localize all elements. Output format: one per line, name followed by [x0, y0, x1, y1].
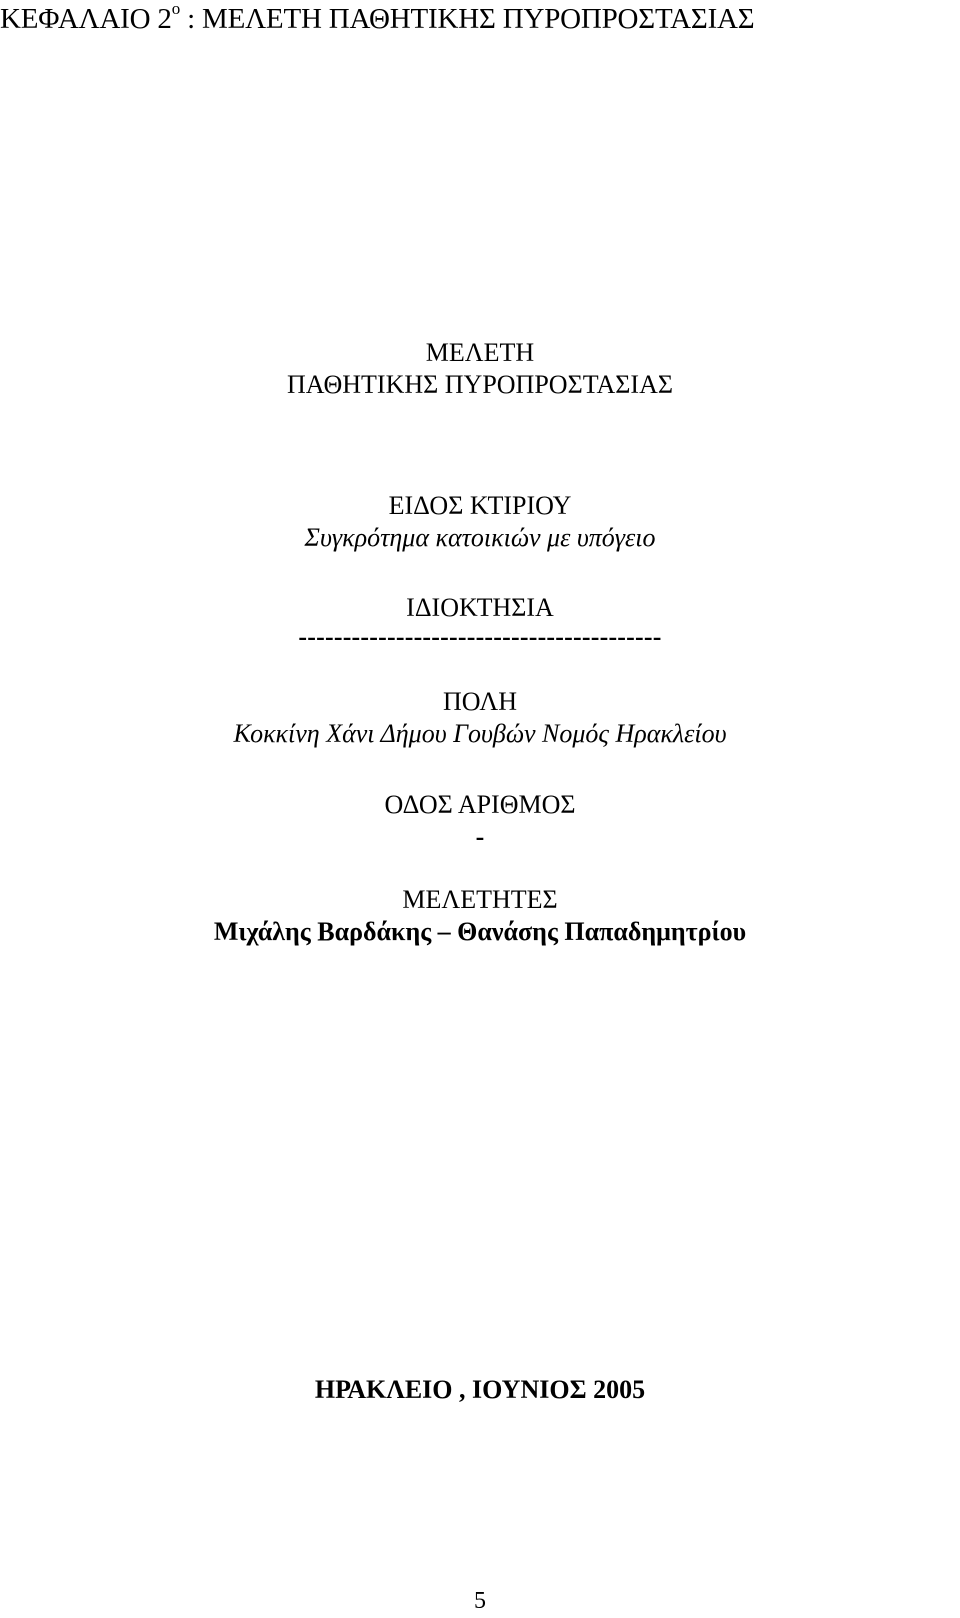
ownership-label: ΙΔΙΟΚΤΗΣΙΑ [406, 593, 554, 622]
ownership-section [0, 592, 960, 624]
street-label: ΟΔΟΣ ΑΡΙΘΜΟΣ [384, 790, 576, 819]
study-title [0, 337, 960, 401]
place-and-date: ΗΡΑΚΛΕΙΟ , ΙΟΥΝΙΟΣ 2005 [314, 1375, 646, 1404]
chapter-prefix: ΚΕΦΑΛΑΙΟ 2 [0, 3, 172, 35]
ownership-value: ----------------------------------------- [298, 622, 662, 651]
building-type-section [0, 490, 960, 554]
study-title-line-1: ΜΕΛΕΤΗ [425, 338, 535, 367]
building-type-value: Συγκρότημα κατοικιών με υπόγειο [304, 523, 656, 552]
authors-value: Μιχάλης Βαρδάκης – Θανάσης Παπαδημητρίου [213, 917, 747, 946]
chapter-heading [0, 2, 960, 36]
page-number: 5 [474, 1588, 486, 1614]
street-section [0, 789, 960, 853]
building-type-label: ΕΙΔΟΣ ΚΤΙΡΙΟΥ [388, 491, 572, 520]
city-label: ΠΟΛΗ [443, 687, 517, 716]
city-section [0, 686, 960, 750]
authors-label: ΜΕΛΕΤΗΤΕΣ [402, 885, 558, 914]
street-value: - [475, 822, 485, 851]
chapter-title-rest: : ΜΕΛΕΤΗ ΠΑΘΗΤΙΚΗΣ ΠΥΡΟΠΡΟΣΤΑΣΙΑΣ [180, 3, 755, 35]
study-title-line-2: ΠΑΘΗΤΙΚΗΣ ΠΥΡΟΠΡΟΣΤΑΣΙΑΣ [287, 370, 673, 399]
chapter-ordinal: ο [171, 0, 181, 18]
authors-section [0, 884, 960, 948]
city-value: Κοκκίνη Χάνι Δήμου Γουβών Νομός Ηρακλείου [233, 719, 727, 748]
